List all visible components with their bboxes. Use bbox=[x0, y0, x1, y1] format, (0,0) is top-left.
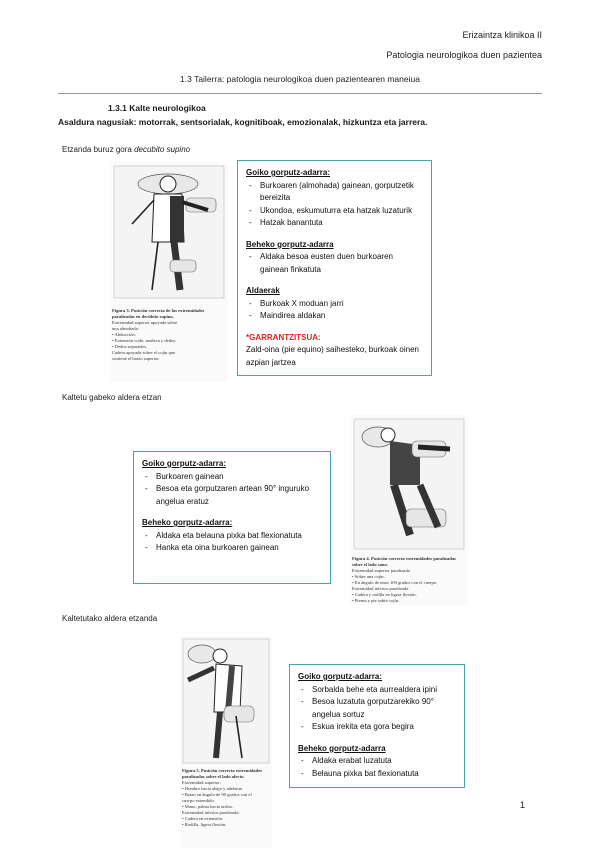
page-number: 1 bbox=[520, 800, 526, 810]
list-item: - Burkoaren (almohada) gainean, gorputzetik bereizita bbox=[246, 180, 423, 205]
caption-line: Extremidad superior apoyada sobre bbox=[112, 320, 178, 325]
caption-line: Extremidad inferior paralizada bbox=[352, 586, 409, 591]
caption-line: Extremidad inferior paralizada: bbox=[182, 810, 240, 815]
caption-line: • Abducción. bbox=[112, 332, 136, 337]
list-item: - Sorbalda behe eta aurrealdera ipini bbox=[298, 684, 456, 697]
header-course: Erizaintza klinikoa II bbox=[462, 30, 542, 40]
lower-limb-title: Beheko gorputz-adarra bbox=[246, 239, 334, 249]
position-3-figure bbox=[180, 636, 272, 848]
position-1-heading: Etzanda buruz gora decubito supino bbox=[62, 145, 191, 154]
position-3-box bbox=[289, 664, 465, 788]
list-item: - Maindirea aldakan bbox=[246, 310, 423, 323]
lower-limb-list bbox=[246, 251, 423, 276]
list-item: - Burkoak X moduan jarri bbox=[246, 298, 423, 311]
list-item: - Belauna pixka bat flexionatuta bbox=[298, 768, 456, 781]
important-title: *GARRANTZITSUA: bbox=[246, 332, 321, 342]
caption-line: • Sobre una cojín. bbox=[352, 574, 385, 579]
caption-line: • Cadera y rodilla en ligera flexión. bbox=[352, 592, 417, 597]
lower-limb-title: Beheko gorputz-adarra bbox=[298, 743, 386, 753]
section-intro: Asaldura nagusiak: motorrak, sentsorialak, kognitiboak, emozionalak, hizkuntza eta jarrera. bbox=[58, 117, 428, 127]
caption-line: Extremidad superior paralizada bbox=[352, 568, 410, 573]
position-2-heading: Kaltetu gabeko aldera etzan bbox=[62, 393, 162, 402]
section-title: 1.3.1 Kalte neurologikoa bbox=[108, 103, 206, 113]
upper-limb-title: Goiko gorputz-adarra: bbox=[298, 672, 383, 681]
list-item: - Besoa luzatuta gorputzarekiko 90° angelua sortuz bbox=[298, 696, 456, 721]
upper-limb-list bbox=[298, 684, 456, 734]
list-item: - Hatzak banantuta bbox=[246, 217, 423, 230]
caption-line: • Rodilla, ligera flexión. bbox=[182, 822, 227, 827]
caption-line: cuerpo extendido. bbox=[182, 798, 215, 803]
list-item: - Aldaka eta belauna pixka bat flexionatuta bbox=[142, 530, 322, 543]
caption-line: • Cadera en extensión. bbox=[182, 816, 224, 821]
upper-limb-title: Goiko gorputz-adarra: bbox=[246, 168, 331, 177]
caption-line: una almohada: bbox=[112, 326, 139, 331]
supine-illustration bbox=[110, 162, 228, 302]
list-item: - Eskua irekita eta gora begira bbox=[298, 721, 456, 734]
caption-line: sostiene el brazo superior. bbox=[112, 356, 160, 361]
list-item: - Ukondoa, eskumuturra eta hatzak luzaturik bbox=[246, 205, 423, 218]
position-3-heading: Kaltetutako aldera etzanda bbox=[62, 614, 158, 623]
position-1-box bbox=[237, 160, 432, 376]
list-item: - Hanka eta oina burkoaren gainean bbox=[142, 542, 322, 555]
header-subject: Patologia neurologikoa duen pazientea bbox=[386, 50, 542, 60]
side-lying-affected-illustration bbox=[180, 636, 272, 766]
caption-line: • Extensión codo, muñeca y dedos. bbox=[112, 338, 177, 343]
list-item: - Besoa eta gorputzaren artean 90° inguruko angelua eratuz bbox=[142, 483, 322, 508]
position-1-figure bbox=[110, 162, 228, 382]
caption-line: • Dedos separados. bbox=[112, 344, 147, 349]
position-3-caption: Figura 5. Posición correcta extremidades paralizadas sobre el lado afecto. Extremidad superior: • Hombro hacia abajo y adelante. • Brazo en ángulo de 90 grados con el cuerpo extendido. • Mano, palma hacia arriba. Extremidad inferior paralizada: • Cadera en extensión. • Rodilla, ligera flexión. bbox=[182, 768, 270, 828]
title-divider bbox=[58, 93, 542, 94]
caption-line: • Brazo en ángulo de 90 grados con el bbox=[182, 792, 252, 797]
lower-limb-list bbox=[298, 755, 456, 780]
upper-limb-list bbox=[246, 180, 423, 230]
position-1-caption: Figura 3. Posición correcta de las extremidades paralizadas en decúbito supino. Extremidad superior apoyada sobre una almohada: • Abducción. • Extensión codo, muñeca y dedos. • Dedos separados. Cadera apoyada sobre el cojín que sostiene el brazo superior. bbox=[112, 308, 226, 362]
lower-limb-list bbox=[142, 530, 322, 555]
lower-limb-title: Beheko gorputz-adarra: bbox=[142, 518, 233, 527]
position-2-figure bbox=[350, 415, 468, 605]
caption-line: • Pierna y pie sobre cojín. bbox=[352, 598, 400, 603]
upper-limb-list bbox=[142, 471, 322, 509]
caption-line: Extremidad superior: bbox=[182, 780, 221, 785]
list-item: - Burkoaren gainean bbox=[142, 471, 322, 484]
variants-title: Aldaerak bbox=[246, 286, 280, 295]
list-item: - Aldaka erabat luzatuta bbox=[298, 755, 456, 768]
caption-line: • En ángulo de unos 100 grados con el cuerpo. bbox=[352, 580, 438, 585]
caption-line: • Mano, palma hacia arriba. bbox=[182, 804, 233, 809]
upper-limb-title: Goiko gorputz-adarra: bbox=[142, 459, 227, 468]
list-item: - Aldaka besoa eusten duen burkoaren gainean finkatuta bbox=[246, 251, 423, 276]
position-2-caption: Figura 4. Posición correcta extremidades paralizadas sobre el lado sano. Extremidad superior paralizada • Sobre una cojín. • En ángulo de unos 100 grados con el cuerpo. Extremidad inferior paralizada • Cadera y rodilla en ligera flexión. • Pierna y pie sobre cojín. bbox=[352, 556, 466, 604]
important-text: Zald-oina (pie equino) saihesteko, burkoak oinen azpian jartzea bbox=[246, 345, 419, 367]
variants-list bbox=[246, 298, 423, 323]
page-title: 1.3 Tailerra: patologia neurologikoa duen pazientearen maneiua bbox=[180, 74, 420, 84]
caption-line: Cadera apoyada sobre el cojín que bbox=[112, 350, 176, 355]
side-lying-healthy-illustration bbox=[350, 415, 468, 553]
position-2-box bbox=[133, 451, 331, 584]
caption-line: • Hombro hacia abajo y adelante. bbox=[182, 786, 244, 791]
